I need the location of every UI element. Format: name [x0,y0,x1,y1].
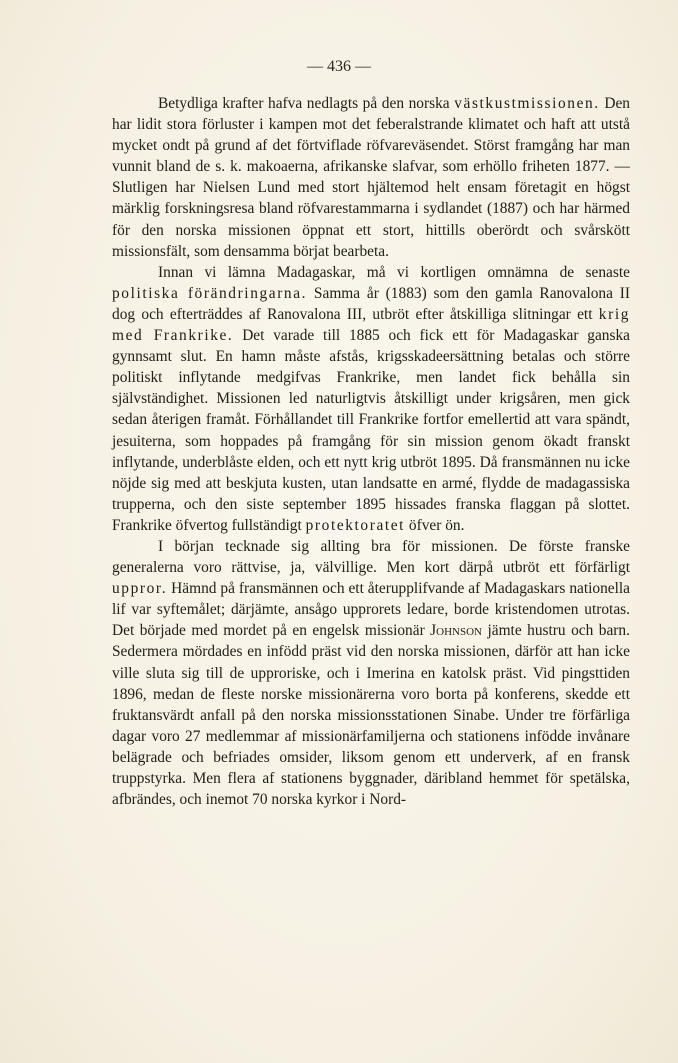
text-segment: Det varade till 1885 och fick ett för Madagaskar ganska gynnsamt slut. En hamn måste afstås, krigsskadeersättning betalas och större politiskt inflytande medgifvas Frankrike, men landet fick behålla sin självständighet. Missionen led naturligtvis åtskilligt under krigsåren, men gick sedan återigen framåt. Förhållandet till Frankrike fortfor emellertid att vara spändt, jesuiterna, som hoppades på framgång för sin mission genom ökadt franskt inflytande, underblåste elden, och ett nytt krig utbröt 1895. Då fransmännen nu icke nöjde sig med att beskjuta kusten, utan landsatte en armé, flydde de madagassiska trupperna, och den siste september 1895 hissades franska flaggan på slottet. Frankrike öfvertog fullständigt [112,327,630,534]
paragraph-1 [112,93,630,262]
page-number: — 436 — [307,58,371,75]
emphasis-spaced: västkustmissionen. [454,95,600,112]
text-segment: Innan vi lämna Madagaskar, må vi kortligen omnämna de senaste [158,263,630,281]
text-segment: Hämnd på fransmännen och ett återupplifvande af Madagaskars nationella lif var syftemålet; därjämte, ansågo upprorets ledare, borde kristendomen utrotas. Det började med mordet på en engelsk missionär [112,580,630,640]
paragraph-2 [112,262,630,536]
emphasis-spaced: uppror. [112,580,168,598]
emphasis-spaced: protektoratet [305,516,406,534]
emphasis-spaced: politiska förändringarna. [112,284,308,302]
text-segment: Betydliga krafter hafva nedlagts på den norska [158,95,455,112]
text-segment: I början tecknade sig allting bra för missionen. De förste franske generalerna voro rättvise, ja, välvillige. Men kort därpå utbröt ett förfärligt [112,537,630,577]
text-segment: Den har lidit stora förluster i kampen mot det feberalstrande klimatet och haft att utstå mycket ondt på grund af det förtviflade röfvareväsendet. Störst framgång har man vunnit bland de s. k. makoaerna, afrikanske slafvar, som erhöllo friheten 1877. — Slutligen har Nielsen Lund med stort hjältemod helt ensam företagit en högst märklig forskningsresa bland röfvarestammarna i sydlandet (1887) och har härmed för den norska missionen öppnat ett stort, hittills oberördt och svårskött missionsfält, som densamma börjat bearbeta. [112,95,630,260]
name-smallcaps: Johnson [430,622,482,640]
text-segment: jämte hustru och barn. Sedermera mördades en infödd präst vid den norska missionen, därför att han icke ville sluta sig till de upproriske, och i Imerina en katolsk präst. Vid pingsttiden 1896, medan de fleste norske missionärerna voro borta på konferens, skedde ett fruktansvärdt anfall på den norska missionsstationen Sinabe. Under tre förfärliga dagar voro 27 medlemmar af missionärfamiljerna och stationens infödde invånare belägrade och befriades omsider, liksom genom ett underverk, af en fransk truppstyrka. Men flera af stationens byggnader, däribland hemmet för spetälska, afbrändes, och inemot 70 norska kyrkor i Nord- [112,622,630,809]
text-segment: Samma år (1883) som den gamla Ranovalona II dog och efterträddes af Ranovalona III, utbröt efter åtskilliga slitningar ett [112,284,630,323]
paragraph-3 [112,536,630,810]
text-segment: öfver ön. [405,516,465,534]
body-text [112,93,630,810]
emphasis-spaced: krig med Frankrike. [112,305,630,345]
